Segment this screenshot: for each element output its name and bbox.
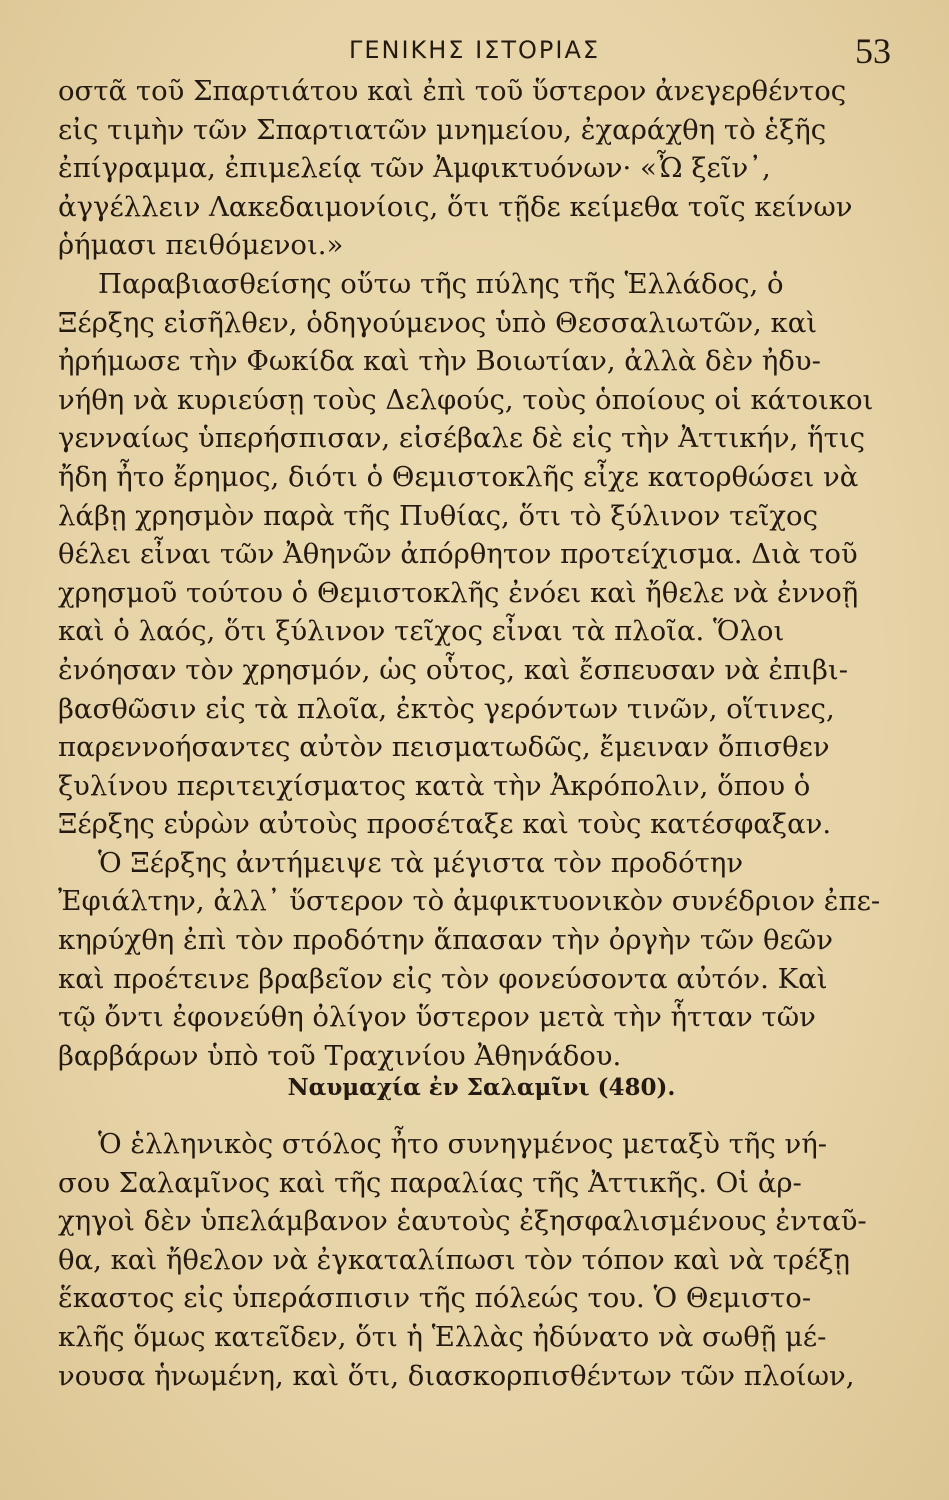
text-line: Ὁ Ξέρξης ἀντήμειψε τὰ μέγιστα τὸν προδότην [98,846,744,879]
running-title: ΓΕΝΙΚΗΣ ΙΣΤΟΡΙΑΣ [348,36,601,64]
page-number: 53 [855,31,891,71]
text-line: βασθῶσιν εἰς τὰ πλοῖα, ἐκτὸς γερόντων τινῶν, οἵτινες, [58,692,835,725]
text-line: γενναίως ὑπερήσπισαν, εἰσέβαλε δὲ εἰς τὴν Ἀττικήν, ἥτις [58,422,866,455]
text-line: καὶ ὁ λαός, ὅτι ξύλινον τεῖχος εἶναι τὰ πλοῖα. Ὅλοι [58,615,785,648]
text-line: κηρύχθη ἐπὶ τὸν προδότην ἅπασαν τὴν ὀργὴν τῶν θεῶν [58,924,833,957]
text-line: θα, καὶ ἤθελον νὰ ἐγκαταλίπωσι τὸν τόπον καὶ νὰ τρέξῃ [58,1243,851,1276]
text-line: Ξέρξης εὑρὼν αὐτοὺς προσέταξε καὶ τοὺς κατέσφαξαν. [58,808,832,841]
text-line: ἠρήμωσε τὴν Φωκίδα καὶ τὴν Βοιωτίαν, ἀλλὰ δὲν ἠδυ- [58,345,821,378]
text-line: ἐνόησαν τὸν χρησμόν, ὡς οὗτος, καὶ ἔσπευσαν νὰ ἐπιβι- [58,653,849,686]
text-line: ῥήμασι πειθόμενοι.» [58,229,344,262]
text-line: χρησμοῦ τούτου ὁ Θεμιστοκλῆς ἐνόει καὶ ἤθελε νὰ ἐννοῇ [58,576,859,609]
text-line: ἤδη ἦτο ἔρημος, διότι ὁ Θεμιστοκλῆς εἶχε κατορθώσει νὰ [58,460,859,493]
text-line: καὶ προέτεινε βραβεῖον εἰς τὸν φονεύσοντα αὐτόν. Καὶ [58,962,828,995]
text-line: κλῆς ὅμως κατεῖδεν, ὅτι ἡ Ἑλλὰς ἠδύνατο νὰ σωθῇ μέ- [58,1320,827,1353]
section-text [58,1125,905,1395]
text-line: Ἐφιάλτην, ἀλλ᾿ ὕστερον τὸ ἀμφικτυονικὸν συνέδριον ἐπε- [58,885,881,918]
text-line: ἕκαστος εἰς ὑπεράσπισιν τῆς πόλεώς του. Ὁ Θεμιστο- [58,1282,812,1315]
text-line: νουσα ἡνωμένη, καὶ ὅτι, διασκορπισθέντων τῶν πλοίων, [58,1359,855,1392]
text-line: οστᾶ τοῦ Σπαρτιάτου καὶ ἐπὶ τοῦ ὕστερον ἀνεγερθέντος [58,75,847,107]
text-line: θέλει εἶναι τῶν Ἀθηνῶν ἀπόρθητον προτείχισμα. Διὰ τοῦ [58,538,858,571]
text-line: χηγοὶ δὲν ὑπελάμβανον ἑαυτοὺς ἐξησφαλισμένους ἐνταῦ- [58,1205,867,1238]
text-line: ἀγγέλλειν Λακεδαιμονίοις, ὅτι τῇδε κείμεθα τοῖς κείνων [58,190,853,223]
text-line: λάβῃ χρησμὸν παρὰ τῆς Πυθίας, ὅτι τὸ ξύλινον τεῖχος [58,499,819,532]
text-line: Ὁ ἑλληνικὸς στόλος ἦτο συνηγμένος μεταξὺ τῆς νή- [98,1128,827,1160]
text-line: Ξέρξης εἰσῆλθεν, ὁδηγούμενος ὑπὸ Θεσσαλιωτῶν, καὶ [58,306,818,339]
text-line: εἰς τιμὴν τῶν Σπαρτιατῶν μνημείου, ἐχαράχθη τὸ ἑξῆς [58,113,827,146]
text-line: τῷ ὄντι ἐφονεύθη ὀλίγον ὕστερον μετὰ τὴν ἧτταν τῶν [58,1001,816,1034]
text-line: βαρβάρων ὑπὸ τοῦ Τραχινίου Ἀθηνάδου. [58,1039,622,1072]
section-heading: Ναυμαχία ἐν Σαλαμῖνι (480). [287,1074,676,1101]
text-line: σου Σαλαμῖνος καὶ τῆς παραλίας τῆς Ἀττικῆς. Οἱ ἀρ- [58,1166,802,1199]
page-header [58,28,891,76]
text-line: Παραβιασθείσης οὕτω τῆς πύλης τῆς Ἑλλάδος, ὁ [98,267,784,300]
text-line: παρεννοήσαντες αὐτὸν πεισματωδῶς, ἔμειναν ὄπισθεν [58,731,830,764]
text-line: νήθη νὰ κυριεύσῃ τοὺς Δελφούς, τοὺς ὁποίους οἱ κάτοικοι [58,383,874,416]
text-line: ἐπίγραμμα, ἐπιμελείᾳ τῶν Ἀμφικτυόνων· «Ὦ ξεῖν᾿, [58,152,771,185]
main-text [58,72,905,1075]
text-line: ξυλίνου περιτειχίσματος κατὰ τὴν Ἀκρόπολιν, ὅπου ὁ [58,769,811,802]
